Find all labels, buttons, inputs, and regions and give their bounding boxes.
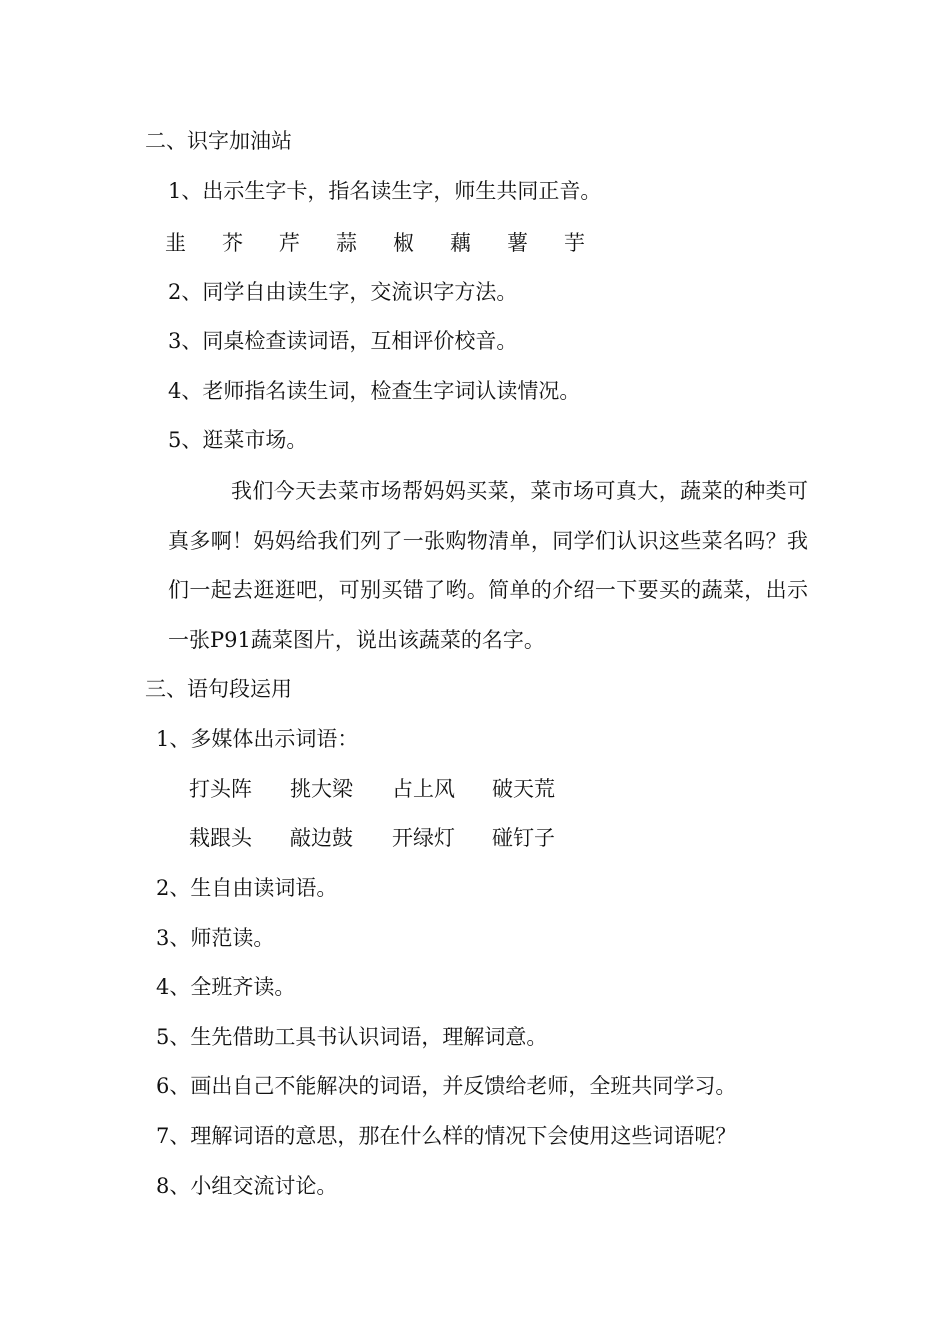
word: 挑大梁 [290,777,353,801]
section3-step2: 2、生自由读词语。 [156,876,338,900]
market-paragraph: 我们今天去菜市场帮妈妈买菜，菜市场可真大，蔬菜的种类可真多啊！妈妈给我们列了一张购物清单，同学们认识这些菜名吗？我们一起去逛逛吧，可别买错了哟。简单的介绍一下要买的蔬菜，出示一张P91蔬菜图片，说出该蔬菜的名字。 [168,479,808,653]
section3-step4: 4、全班齐读。 [156,975,296,999]
section3-heading: 三、语句段运用 [145,677,292,701]
section2-step4: 4、老师指名读生词，检查生字词认读情况。 [168,379,581,403]
word: 破天荒 [492,777,555,801]
section2-step2: 2、同学自由读生字，交流识字方法。 [168,280,518,304]
section2-step3: 3、同桌检查读词语，互相评价校音。 [168,329,518,353]
section2-step5: 5、逛菜市场。 [168,428,308,452]
character: 芥 [222,231,243,255]
character: 椒 [393,231,414,255]
word: 敲边鼓 [290,826,353,850]
character: 薯 [507,231,528,255]
word: 占上风 [392,777,455,801]
word: 碰钉子 [492,826,555,850]
character: 韭 [165,231,186,255]
section2-heading: 二、识字加油站 [145,129,292,153]
character: 芹 [279,231,300,255]
section3-step8: 8、小组交流讨论。 [156,1174,338,1198]
word: 栽跟头 [189,826,252,850]
section3-step1: 1、多媒体出示词语： [156,727,359,751]
word: 打头阵 [189,777,252,801]
section2-step1: 1、出示生字卡，指名读生字，师生共同正音。 [168,179,602,203]
section3-step7: 7、理解词语的意思，那在什么样的情况下会使用这些词语呢？ [156,1124,737,1148]
section3-step6: 6、画出自己不能解决的词语，并反馈给老师，全班共同学习。 [156,1074,737,1098]
character: 藕 [450,231,471,255]
character: 芋 [564,231,585,255]
section3-step3: 3、师范读。 [156,926,275,950]
word: 开绿灯 [392,826,455,850]
character: 蒜 [336,231,357,255]
section3-step5: 5、生先借助工具书认识词语，理解词意。 [156,1025,548,1049]
